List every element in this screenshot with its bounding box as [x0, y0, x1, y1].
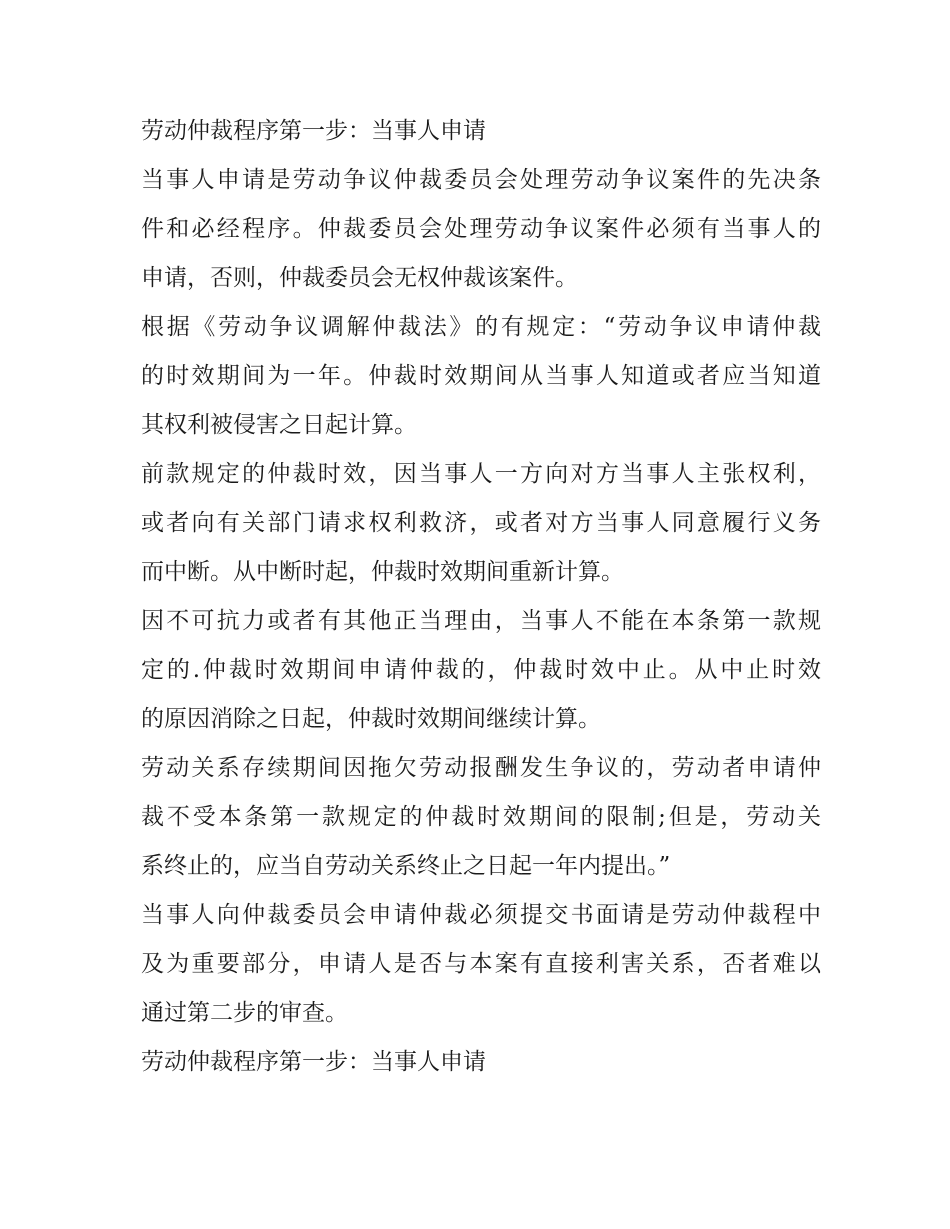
text-line: 件和必经程序。仲裁委员会处理劳动争议案件必须有当事人的: [141, 216, 821, 242]
paragraph-interruption: [141, 453, 821, 593]
paragraph-law-citation: [141, 306, 821, 446]
text-line: 前款规定的仲裁时效，因当事人一方向对方当事人主张权利，: [141, 461, 821, 487]
text-line: 因不可抗力或者有其他正当理由，当事人不能在本条第一款规: [141, 608, 821, 634]
text-line: 的时效期间为一年。仲裁时效期间从当事人知道或者应当知道: [141, 363, 821, 389]
text-line: 其权利被侵害之日起计算。: [141, 412, 417, 438]
text-line: 当事人申请是劳动争议仲裁委员会处理劳动争议案件的先决条: [141, 167, 821, 193]
text-line: 当事人向仲裁委员会申请仲裁必须提交书面请是劳动仲裁程中: [141, 902, 821, 928]
text-line: 或者向有关部门请求权利救济，或者对方当事人同意履行义务: [141, 510, 821, 536]
document-body: [141, 110, 821, 1090]
text-line: 及为重要部分，申请人是否与本案有直接利害关系，否者难以: [141, 951, 821, 977]
paragraph-application-definition: [141, 159, 821, 299]
section-heading-bottom: 劳动仲裁程序第一步：当事人申请: [141, 1049, 486, 1075]
section-heading-top: 劳动仲裁程序第一步：当事人申请: [141, 118, 486, 144]
text-line: 申请，否则，仲裁委员会无权仲裁该案件。: [141, 265, 578, 291]
paragraph-suspension: [141, 600, 821, 740]
text-line: 系终止的，应当自劳动关系终止之日起一年内提出。”: [141, 853, 671, 879]
text-line: 根据《劳动争议调解仲裁法》的有规定：“劳动争议申请仲裁: [141, 314, 821, 340]
text-line: 裁不受本条第一款规定的仲裁时效期间的限制;但是，劳动关: [141, 804, 821, 830]
text-line: 而中断。从中断时起，仲裁时效期间重新计算。: [141, 559, 624, 585]
text-line: 的原因消除之日起，仲裁时效期间继续计算。: [141, 706, 601, 732]
text-line: 通过第二步的审查。: [141, 1000, 348, 1026]
paragraph-written-application: [141, 894, 821, 1034]
paragraph-wage-arrears: [141, 747, 821, 887]
text-line: 定的.仲裁时效期间申请仲裁的，仲裁时效中止。从中止时效: [141, 657, 821, 683]
text-line: 劳动关系存续期间因拖欠劳动报酬发生争议的，劳动者申请仲: [141, 755, 821, 781]
